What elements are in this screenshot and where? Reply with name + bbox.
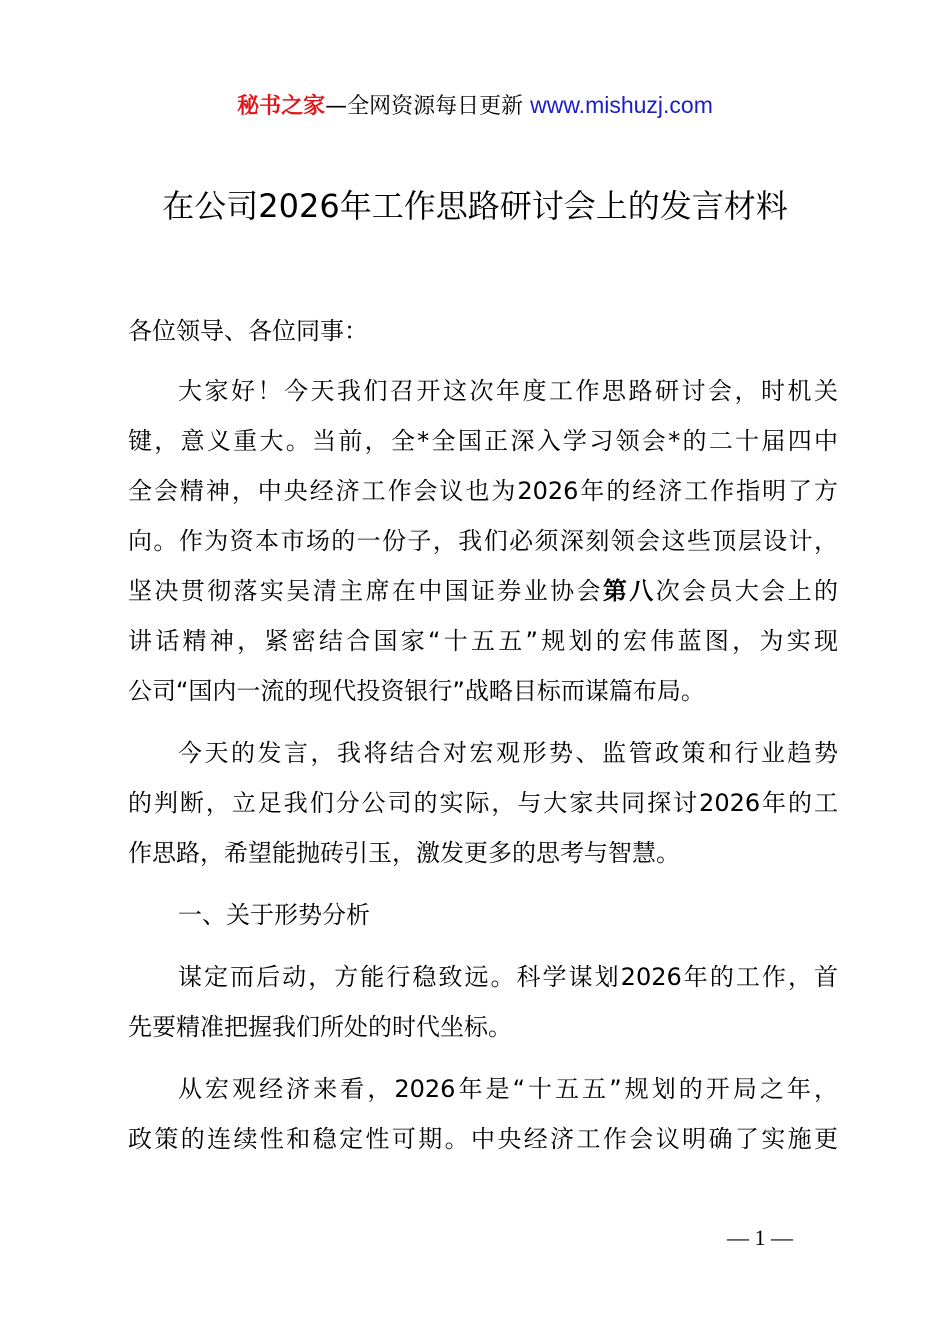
paragraph-line: 键，意义重大。当前，全*全国正深入学习领会*的二十届四中	[128, 427, 838, 455]
site-header	[0, 88, 950, 124]
paragraph-line: 讲话精神，紧密结合国家“十五五”规划的宏伟蓝图，为实现	[128, 627, 838, 655]
section-heading	[128, 890, 838, 940]
salutation	[128, 306, 838, 356]
paragraph-macro	[128, 1064, 838, 1164]
paragraph-line: 谋定而后动，方能行稳致远。科学谋划2026年的工作，首	[178, 963, 838, 991]
paragraph-line: 向。作为资本市场的一份子，我们必须深刻领会这些顶层设计，	[128, 527, 838, 555]
paragraph-line: 政策的连续性和稳定性可期。中央经济工作会议明确了实施更	[128, 1125, 838, 1153]
paragraph-line: 公司“国内一流的现代投资银行”战略目标而谋篇布局。	[128, 677, 705, 705]
page-number: — 1 —	[727, 1225, 793, 1250]
section-heading-text: 一、关于形势分析	[178, 901, 370, 929]
paragraph-line: 今天的发言，我将结合对宏观形势、监管政策和行业趋势	[178, 739, 838, 767]
bold-emphasis: 第八	[602, 577, 656, 605]
line-segment: 次会员大会上的	[655, 577, 839, 605]
paragraph-line: 从宏观经济来看，2026年是“十五五”规划的开局之年，	[178, 1075, 838, 1103]
document-title: 在公司2026年工作思路研讨会上的发言材料	[162, 187, 788, 225]
paragraph-line	[128, 566, 838, 616]
brand-name: 秘书之家	[237, 94, 326, 119]
paragraph-line: 作思路，希望能抛砖引玉，激发更多的思考与智慧。	[128, 839, 680, 867]
paragraph-line: 全会精神，中央经济工作会议也为2026年的经济工作指明了方	[128, 477, 838, 505]
site-url-link[interactable]: www.mishuzj.com	[530, 92, 713, 118]
salutation-text: 各位领导、各位同事：	[128, 317, 368, 345]
paragraph-purpose	[128, 728, 838, 878]
paragraph-line: 大家好！今天我们召开这次年度工作思路研讨会，时机关	[178, 377, 838, 405]
paragraph-line: 的判断，立足我们分公司的实际，与大家共同探讨2026年的工	[128, 789, 838, 817]
header-tagline: —全网资源每日更新	[325, 94, 524, 119]
paragraph-intro	[128, 366, 838, 716]
line-segment: 坚决贯彻落实吴清主席在中国证券业协会	[128, 577, 603, 605]
paragraph-situation	[128, 952, 838, 1052]
paragraph-line: 先要精准把握我们所处的时代坐标。	[128, 1013, 512, 1041]
